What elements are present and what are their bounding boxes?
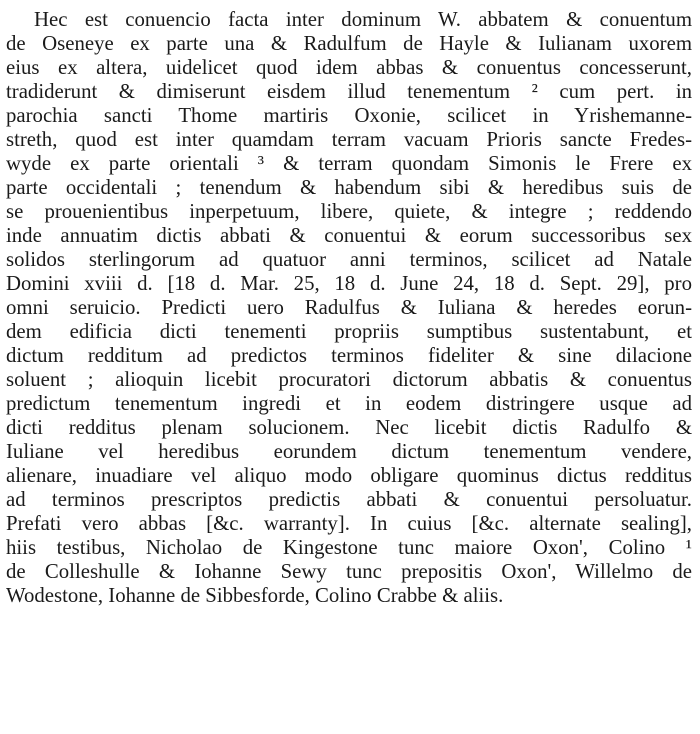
text-line: eius ex altera, uidelicet quod idem abbas & conuentus concesserunt,	[6, 56, 692, 79]
text-line: soluent ; alioquin licebit procuratori dictorum abbatis & conuentus	[6, 368, 692, 391]
text-line: tradiderunt & dimiserunt eisdem illud tenementum ² cum pert. in	[6, 80, 692, 103]
text-line: wyde ex parte orientali ³ & terram quondam Simonis le Frere ex	[6, 152, 692, 175]
text-line: de Colleshulle & Iohanne Sewy tunc prepositis Oxon', Willelmo de	[6, 560, 692, 583]
text-line: Wodestone, Iohanne de Sibbesforde, Colino Crabbe & aliis.	[6, 584, 504, 607]
text-line: Domini xviii d. [18 d. Mar. 25, 18 d. June 24, 18 d. Sept. 29], pro	[6, 272, 692, 295]
text-line: streth, quod est inter quamdam terram vacuam Prioris sancte Fredes-	[6, 128, 692, 151]
text-line: Prefati vero abbas [&c. warranty]. In cuius [&c. alternate sealing],	[6, 512, 692, 535]
text-line: solidos sterlingorum ad quatuor anni terminos, scilicet ad Natale	[6, 248, 692, 271]
text-line: hiis testibus, Nicholao de Kingestone tunc maiore Oxon', Colino ¹	[6, 536, 692, 559]
text-line: Hec est conuencio facta inter dominum W. abbatem & conuentum	[34, 8, 692, 31]
text-line: parte occidentali ; tenendum & habendum sibi & heredibus suis de	[6, 176, 692, 199]
text-line: dem edificia dicti tenementi propriis sumptibus sustentabunt, et	[6, 320, 692, 343]
text-line: parochia sancti Thome martiris Oxonie, scilicet in Yrishemanne-	[6, 104, 692, 127]
text-line: omni seruicio. Predicti uero Radulfus & Iuliana & heredes eorun-	[6, 296, 692, 319]
text-line: ad terminos prescriptos predictis abbati & conuentui persoluatur.	[6, 488, 692, 511]
text-line: se prouenientibus inperpetuum, libere, quiete, & integre ; reddendo	[6, 200, 692, 223]
text-line: de Oseneye ex parte una & Radulfum de Hayle & Iulianam uxorem	[6, 32, 692, 55]
text-line: Iuliane vel heredibus eorundem dictum tenementum vendere,	[6, 440, 692, 463]
text-line: dicti redditus plenam solucionem. Nec licebit dictis Radulfo &	[6, 416, 692, 439]
text-line: alienare, inuadiare vel aliquo modo obligare quominus dictus redditus	[6, 464, 692, 487]
text-line: dictum redditum ad predictos terminos fideliter & sine dilacione	[6, 344, 692, 367]
text-line: predictum tenementum ingredi et in eodem distringere usque ad	[6, 392, 692, 415]
charter-paragraph	[6, 8, 692, 608]
text-line: inde annuatim dictis abbati & conuentui & eorum successoribus sex	[6, 224, 692, 247]
